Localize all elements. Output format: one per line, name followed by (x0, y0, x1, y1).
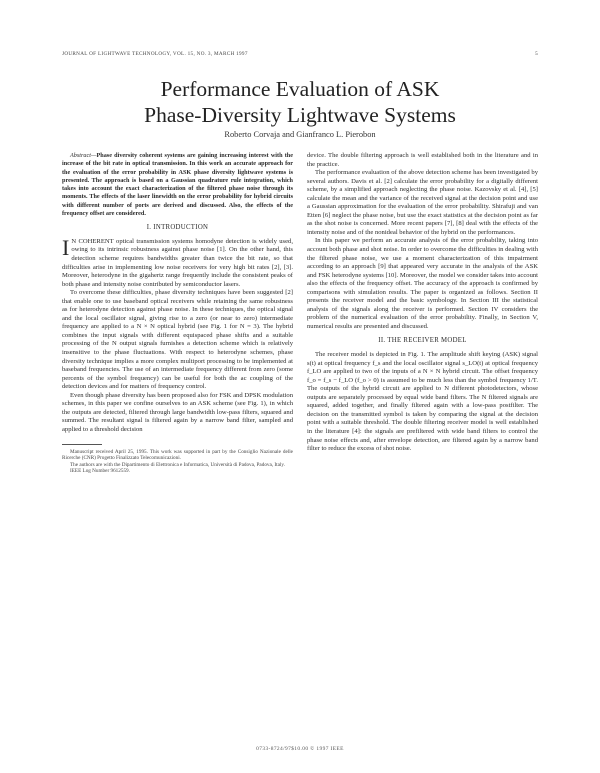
intro-paragraph-1 (62, 234, 293, 289)
journal-name: JOURNAL OF LIGHTWAVE TECHNOLOGY, VOL. 15, NO. 3, MARCH 1997 (62, 51, 248, 57)
footer-copyright: 0733-8724/97$10.00 © 1997 IEEE (256, 746, 344, 752)
drop-cap: I (62, 234, 70, 260)
section-heading-introduction: I. INTRODUCTION (146, 224, 209, 232)
title-line-2: Phase-Diversity Lightwave Systems (144, 103, 456, 127)
abstract-lead: Abstract— (70, 152, 97, 159)
section-heading-receiver-model: II. THE RECEIVER MODEL (378, 337, 467, 345)
abstract (62, 152, 293, 218)
paper-title (62, 76, 538, 128)
intro-paragraph-1-text: optical transmission systems homodyne detection is widely used, owing to its intrinsic robustness against phase noise [1]. On the other hand, this detection scheme requires bandwidths greater than twice the bit rate, so that difficulties arise in implementing low noise receivers for very high bit rates [2], [3]. Moreover, heterodyne in the gigahertz range frequently include the consistent peaks of both phase and intensity noise contributed by semiconductor lasers. (62, 237, 293, 288)
right-column (307, 152, 538, 454)
page-number: 5 (535, 51, 538, 57)
intro-paragraph-2: To overcome these difficulties, phase diversity techniques have been suggested [2] that enable one to use baseband optical receivers while retaining the same robustness as for heterodyne detection against phase noise. In these techniques, the optical signal and the local oscillator signal, giving rise to a zero (or near to zero) intermediate frequency are applied to a N × N optical hybrid (see Fig. 1 for N = 3). The hybrid combines the input signals with different equispaced phase shifts and a suitable processing of the N output signals furnishes a detection scheme which is relatively insensitive to the phase fluctuations. With respect to heterodyne schemes, phase diversity technique implies a more complex multiport processing to be implemented at baseband frequencies. The use of an intermediate frequency different from zero (some percents of the symbol frequency) can be useful for both the ac coupling of the detection devices and for matters of frequency control. (62, 289, 293, 391)
right-paragraph-1: device. The double filtering approach is well established both in the literature and in the practice. (307, 152, 538, 168)
footnote-received: Manuscript received April 25, 1995. This work was supported in part by the Consiglio Nazionale delle Ricerche (CNR) Progetto Finalizzato Telecomunicazioni. (62, 448, 293, 462)
abstract-text: Phase diversity coherent systems are gaining increasing interest with the increase of the bit rate in optical transmission. In this work an accurate approach for the evaluation of the error probability in ASK phase diversity lightwave systems is presented. The approach is based on a Gaussian quadrature rule integration, which takes into account the exact characterization of the filtered phase noise through its moments. The effects of the laser linewidth on the error probability for hybrid circuits with different number of ports are derived and discussed. Also, the effects of the frequency offset are considered. (62, 152, 293, 218)
right-paragraph-2: The performance evaluation of the above detection scheme has been investigated by several authors. Davis et al. [2] calculate the error probability for a digitally different scheme, by a simplified approach neglecting the phase noise. Kazovsky et al. [4], [5] calculate the mean and the variance of the received signal at the decision point and use a Gaussian approximation for the evaluation of the error probability. Shirafuji and van Etten [6] neglect the phase noise, but use the exact statistics at the decision point as far as the shot noise is concerned. More recent papers [7], [8] deal with the effects of the intensity noise and of the nonideal behavior of the hybrid on the performances. (307, 169, 538, 236)
left-column (62, 152, 293, 475)
authors: Roberto Corvaja and Gianfranco L. Pierobon (224, 130, 376, 139)
title-line-1: Performance Evaluation of ASK (160, 77, 440, 101)
intro-first-words: N COHERENT (71, 237, 114, 245)
running-head (62, 51, 538, 57)
intro-paragraph-3: Even though phase diversity has been proposed also for FSK and DPSK modulation schemes, in this paper we confine ourselves to an ASK scheme (see Fig. 1), in which the outputs are detected, filtered through large bandwidth low-pass filters, squared and summed. The resultant signal is filtered again by a narrow band filter, sampled and applied to a threshold decision (62, 391, 293, 433)
footnote-ieee-log: IEEE Log Number 9612559. (70, 468, 130, 475)
right-paragraph-4: The receiver model is depicted in Fig. 1. The amplitude shift keying (ASK) signal s(t) at optical frequency f_s and the local oscillator signal s_LO(t) at optical frequency f_LO are applied to two of the inputs of a N × N hybrid circuit. The offset frequency f_o = f_s − f_LO (f_o > 0) is assumed to be much less than the symbol frequency 1/T. The outputs of the hybrid circuit are applied to N different photodetectors, whose outputs are separately processed by equal wide band filters. The N filtered signals are squared, added together, and finally filtered again with a low-pass postfilter. The decision on the transmitted symbol is taken by comparing the signal at the decision point with a suitable threshold. The double filtering receiver model is well established in the literature [4]: the signals are prefiltered with wide band filters to control the phase noise effects and, after envelope detection, are filtered again by a narrow band filter to reduce the excess of shot noise. (307, 351, 538, 453)
footnote-divider (62, 444, 102, 445)
right-paragraph-3: In this paper we perform an accurate analysis of the error probability, taking into account both phase and shot noise. In order to overcome the difficulties in dealing with the filtered phase noise, we use a moment characterization of this impairment according to an approach [9] that appeared very accurate in the analysis of the ASK and FSK heterodyne systems [10]. Moreover, the model we consider takes into account also the effects of the frequency offset. The accuracy of the approach is confirmed by comparisons with simulation results. The paper is organized as follows. Section II presents the receiver model and the basic symbology. In Section III the statistical analysis of the signals along the receiver is performed. Section IV considers the problem of the numerical evaluation of the error probability. Finally, in Section V, numerical results are presented and discussed. (307, 237, 538, 330)
footnote-affiliation: The authors are with the Dipartimento di Elettronica e Informatica, Università di Padova, Padova, Italy. (70, 461, 285, 468)
